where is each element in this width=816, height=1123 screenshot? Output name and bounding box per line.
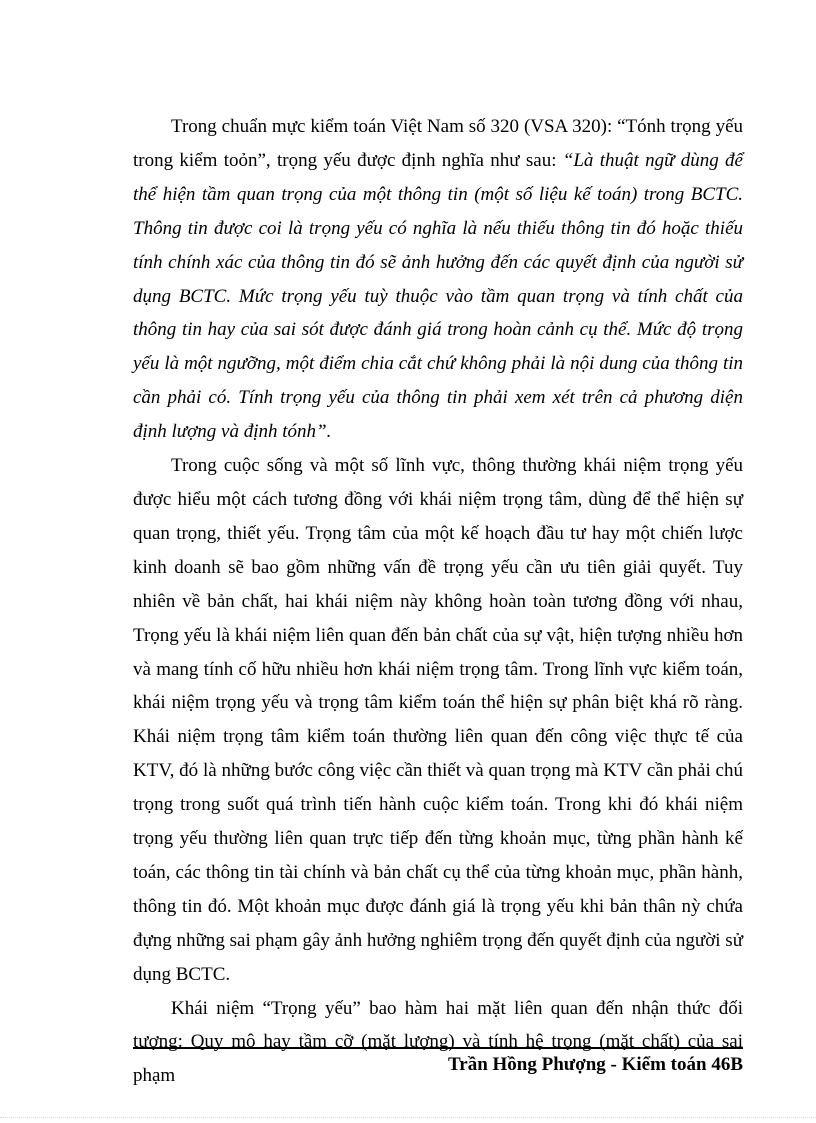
paragraph-aspects: Khái niệm “Trọng yếu” bao hàm hai mặt liên quan đến nhận thức đối tượng: Quy mô hay tầm cỡ (mặt lượng) và tính hệ trọng (mặt chất) của sai phạm (133, 997, 743, 1087)
page-bottom-border (0, 1117, 816, 1118)
document-body (133, 110, 743, 1093)
definition-intro: Trong chuẩn mực kiểm toán Việt Nam số 320 (VSA 320): “Tónh trọng yếu trong kiểm toỏn”, trọng yếu được định nghĩa như sau: (133, 116, 743, 171)
footer-divider (133, 1047, 743, 1049)
paragraph-definition (133, 110, 743, 449)
footer-author-course: Trần Hồng Phượng - Kiểm toán 46B (448, 1054, 743, 1075)
paragraph-comparison: Trong cuộc sống và một số lĩnh vực, thông thường khái niệm trọng yếu được hiểu một cách tương đồng với khái niệm trọng tâm, dùng để thể hiện sự quan trọng, thiết yếu. Trọng tâm của một kế hoạch đầu tư hay một chiến lược kinh doanh sẽ bao gồm những vấn đề trọng yếu cần ưu tiên giải quyết. Tuy nhiên về bản chất, hai khái niệm này không hoàn toàn tương đồng với nhau, Trọng yếu là khái niệm liên quan đến bản chất của sự vật, hiện tượng nhiều hơn và mang tính cố hữu nhiều hơn khái niệm trọng tâm. Trong lĩnh vực kiểm toán, khái niệm trọng yếu và trọng tâm kiểm toán thể hiện sự phân biệt khá rõ ràng. Khái niệm trọng tâm kiểm toán thường liên quan đến công việc thực tế của KTV, đó là những bước công việc cần thiết và quan trọng mà KTV cần phải chú trọng trong suốt quá trình tiến hành cuộc kiểm toán. Trong khi đó khái niệm trọng yếu thường liên quan trực tiếp đến từng khoản mục, từng phần hành kế toán, các thông tin tài chính và bản chất cụ thể của từng khoản mục, phần hành, thông tin đó. Một khoản mục được đánh giá là trọng yếu khi bản thân nỳ chứa đựng những sai phạm gây ảnh hưởng nghiêm trọng đến quyết định của người sử dụng BCTC. (133, 455, 743, 985)
definition-quote: “Là thuật ngữ dùng để thể hiện tầm quan trọng của một thông tin (một số liệu kế toán) trong BCTC. Thông tin được coi là trọng yếu có nghĩa là nếu thiếu thông tin đó hoặc thiếu tính chính xác của thông tin đó sẽ ảnh hưởng đến các quyết định của người sử dụng BCTC. Mức trọng yếu tuỳ thuộc vào tầm quan trọng và tính chất của thông tin hay của sai sót được đánh giá trong hoàn cảnh cụ thể. Mức độ trọng yếu là một ngưỡng, một điểm chia cắt chứ không phải là nội dung của thông tin cần phải có. Tính trọng yếu của thông tin phải xem xét trên cả phương diện định lượng và định tónh”. (133, 149, 743, 443)
